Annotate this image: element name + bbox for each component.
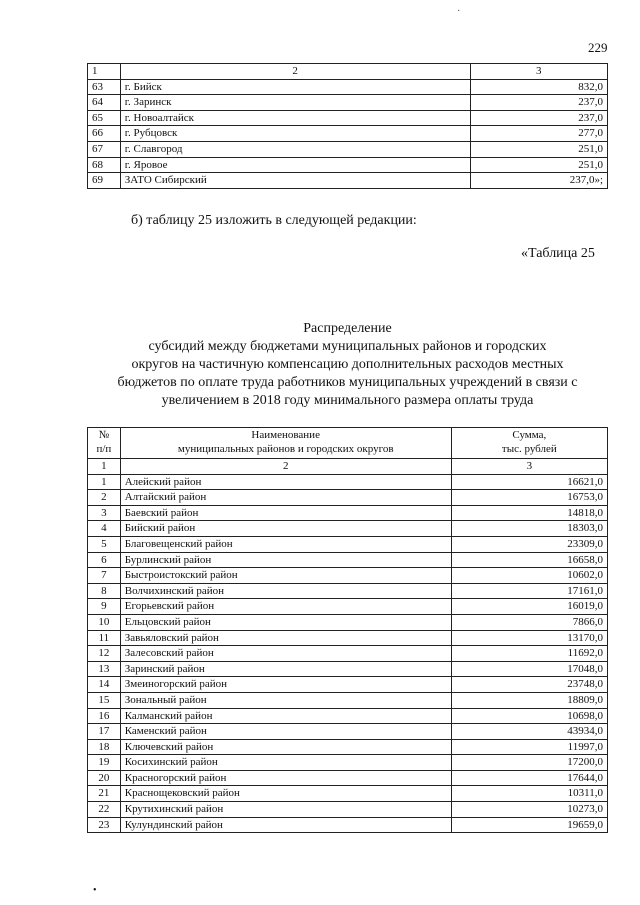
subsidy-table-header-row bbox=[88, 428, 608, 459]
index-cell: 2 bbox=[120, 459, 451, 475]
row-number: 8 bbox=[88, 583, 121, 599]
table-row bbox=[88, 677, 608, 693]
table-row bbox=[88, 141, 608, 157]
row-amount: 13170,0 bbox=[451, 630, 607, 646]
row-amount: 43934,0 bbox=[451, 724, 607, 740]
row-number: 10 bbox=[88, 614, 121, 630]
row-name: Ключевский район bbox=[120, 739, 451, 755]
row-name: г. Славгород bbox=[120, 141, 470, 157]
row-number: 63 bbox=[88, 79, 121, 95]
header-num-line1: № bbox=[98, 429, 110, 441]
top-table-header-cell: 1 bbox=[88, 64, 121, 80]
table-row bbox=[88, 505, 608, 521]
row-number: 22 bbox=[88, 802, 121, 818]
row-amount: 23748,0 bbox=[451, 677, 607, 693]
table-row bbox=[88, 614, 608, 630]
row-amount: 10698,0 bbox=[451, 708, 607, 724]
row-amount: 16658,0 bbox=[451, 552, 607, 568]
row-name: Крутихинский район bbox=[120, 802, 451, 818]
row-number: 9 bbox=[88, 599, 121, 615]
row-name: Егорьевский район bbox=[120, 599, 451, 615]
table-row bbox=[88, 770, 608, 786]
row-number: 1 bbox=[88, 474, 121, 490]
row-name: Баевский район bbox=[120, 505, 451, 521]
row-number: 69 bbox=[88, 173, 121, 189]
table-row bbox=[88, 708, 608, 724]
table-row bbox=[88, 490, 608, 506]
header-name-line2: муниципальных районов и городских округов bbox=[177, 443, 394, 455]
row-number: 12 bbox=[88, 646, 121, 662]
row-amount: 251,0 bbox=[470, 157, 607, 173]
row-amount: 16621,0 bbox=[451, 474, 607, 490]
row-amount: 18303,0 bbox=[451, 521, 607, 537]
row-amount: 17048,0 bbox=[451, 661, 607, 677]
subsidy-table bbox=[87, 427, 608, 833]
table-row bbox=[88, 661, 608, 677]
row-amount: 277,0 bbox=[470, 126, 607, 142]
row-number: 21 bbox=[88, 786, 121, 802]
row-name: Кулундинский район bbox=[120, 817, 451, 833]
header-name-cell bbox=[120, 428, 451, 459]
row-amount: 18809,0 bbox=[451, 692, 607, 708]
table-row bbox=[88, 536, 608, 552]
row-name: г. Новоалтайск bbox=[120, 110, 470, 126]
row-number: 3 bbox=[88, 505, 121, 521]
row-name: Бурлинский район bbox=[120, 552, 451, 568]
instruction-text: б) таблицу 25 изложить в следующей редакции: bbox=[131, 213, 417, 228]
row-amount: 10602,0 bbox=[451, 568, 607, 584]
row-amount: 19659,0 bbox=[451, 817, 607, 833]
row-number: 18 bbox=[88, 739, 121, 755]
top-table-header-row bbox=[88, 64, 608, 80]
table-row bbox=[88, 173, 608, 189]
table-row bbox=[88, 95, 608, 111]
row-name: Каменский район bbox=[120, 724, 451, 740]
subsidy-table-index-row bbox=[88, 459, 608, 475]
row-amount: 237,0»; bbox=[470, 173, 607, 189]
row-name: Благовещенский район bbox=[120, 536, 451, 552]
table-row bbox=[88, 521, 608, 537]
scan-speck: · bbox=[457, 6, 461, 17]
row-number: 65 bbox=[88, 110, 121, 126]
table-row bbox=[88, 568, 608, 584]
table-row bbox=[88, 157, 608, 173]
table-row bbox=[88, 474, 608, 490]
row-number: 2 bbox=[88, 490, 121, 506]
top-table-header-cell: 2 bbox=[120, 64, 470, 80]
row-name: Ельцовский район bbox=[120, 614, 451, 630]
row-name: Волчихинский район bbox=[120, 583, 451, 599]
table-row bbox=[88, 552, 608, 568]
row-name: ЗАТО Сибирский bbox=[120, 173, 470, 189]
row-name: Заринский район bbox=[120, 661, 451, 677]
row-number: 67 bbox=[88, 141, 121, 157]
table-row bbox=[88, 802, 608, 818]
row-number: 64 bbox=[88, 95, 121, 111]
row-number: 17 bbox=[88, 724, 121, 740]
row-amount: 17161,0 bbox=[451, 583, 607, 599]
row-amount: 16019,0 bbox=[451, 599, 607, 615]
table-row bbox=[88, 739, 608, 755]
row-number: 7 bbox=[88, 568, 121, 584]
row-number: 4 bbox=[88, 521, 121, 537]
table-row bbox=[88, 646, 608, 662]
row-number: 14 bbox=[88, 677, 121, 693]
top-table bbox=[87, 63, 608, 189]
table-row bbox=[88, 583, 608, 599]
row-amount: 23309,0 bbox=[451, 536, 607, 552]
row-number: 6 bbox=[88, 552, 121, 568]
row-name: Бийский район bbox=[120, 521, 451, 537]
row-amount: 17644,0 bbox=[451, 770, 607, 786]
row-name: Калманский район bbox=[120, 708, 451, 724]
header-amount-line2: тыс. рублей bbox=[501, 443, 557, 455]
row-amount: 7866,0 bbox=[451, 614, 607, 630]
header-num-cell bbox=[88, 428, 121, 459]
row-amount: 11997,0 bbox=[451, 739, 607, 755]
table-row bbox=[88, 110, 608, 126]
title-line: увеличением в 2018 году минимального размера оплаты труда bbox=[161, 393, 534, 408]
title-line: субсидий между бюджетами муниципальных районов и городских bbox=[148, 339, 547, 354]
row-amount: 251,0 bbox=[470, 141, 607, 157]
index-cell: 1 bbox=[88, 459, 121, 475]
row-name: Завьяловский район bbox=[120, 630, 451, 646]
row-number: 19 bbox=[88, 755, 121, 771]
row-name: Алтайский район bbox=[120, 490, 451, 506]
row-number: 66 bbox=[88, 126, 121, 142]
row-name: Змеиногорский район bbox=[120, 677, 451, 693]
row-amount: 10273,0 bbox=[451, 802, 607, 818]
row-name: Красногорский район bbox=[120, 770, 451, 786]
row-amount: 14818,0 bbox=[451, 505, 607, 521]
row-name: г. Рубцовск bbox=[120, 126, 470, 142]
row-amount: 17200,0 bbox=[451, 755, 607, 771]
page-number: 229 bbox=[588, 40, 608, 55]
table-row bbox=[88, 692, 608, 708]
row-name: г. Бийск bbox=[120, 79, 470, 95]
row-amount: 832,0 bbox=[470, 79, 607, 95]
row-name: Косихинский район bbox=[120, 755, 451, 771]
row-number: 13 bbox=[88, 661, 121, 677]
row-number: 20 bbox=[88, 770, 121, 786]
row-number: 15 bbox=[88, 692, 121, 708]
title-line: бюджетов по оплате труда работников муниципальных учреждений в связи с bbox=[117, 375, 578, 390]
row-amount: 237,0 bbox=[470, 110, 607, 126]
table-row bbox=[88, 786, 608, 802]
row-amount: 237,0 bbox=[470, 95, 607, 111]
row-number: 68 bbox=[88, 157, 121, 173]
row-amount: 10311,0 bbox=[451, 786, 607, 802]
index-cell: 3 bbox=[451, 459, 607, 475]
table-reference: «Таблица 25 bbox=[521, 246, 595, 261]
table-row bbox=[88, 599, 608, 615]
row-name: Залесовский район bbox=[120, 646, 451, 662]
table-row bbox=[88, 79, 608, 95]
title-line: округов на частичную компенсацию дополнительных расходов местных bbox=[131, 357, 564, 372]
row-number: 16 bbox=[88, 708, 121, 724]
row-name: Быстроистокский район bbox=[120, 568, 451, 584]
row-amount: 16753,0 bbox=[451, 490, 607, 506]
header-num-line2: п/п bbox=[96, 443, 112, 455]
table-title bbox=[87, 320, 608, 410]
row-name: Зональный район bbox=[120, 692, 451, 708]
title-line: Распределение bbox=[303, 321, 392, 336]
row-amount: 11692,0 bbox=[451, 646, 607, 662]
top-table-header-cell: 3 bbox=[470, 64, 607, 80]
table-row bbox=[88, 630, 608, 646]
row-name: г. Заринск bbox=[120, 95, 470, 111]
row-number: 23 bbox=[88, 817, 121, 833]
row-name: г. Яровое bbox=[120, 157, 470, 173]
row-number: 11 bbox=[88, 630, 121, 646]
table-row bbox=[88, 817, 608, 833]
row-name: Алейский район bbox=[120, 474, 451, 490]
header-name-line1: Наименование bbox=[251, 429, 320, 441]
row-number: 5 bbox=[88, 536, 121, 552]
table-row bbox=[88, 126, 608, 142]
header-amount-line1: Сумма, bbox=[512, 429, 547, 441]
header-amount-cell bbox=[451, 428, 607, 459]
table-row bbox=[88, 724, 608, 740]
row-name: Краснощековский район bbox=[120, 786, 451, 802]
table-row bbox=[88, 755, 608, 771]
scan-speck: • bbox=[93, 885, 97, 896]
